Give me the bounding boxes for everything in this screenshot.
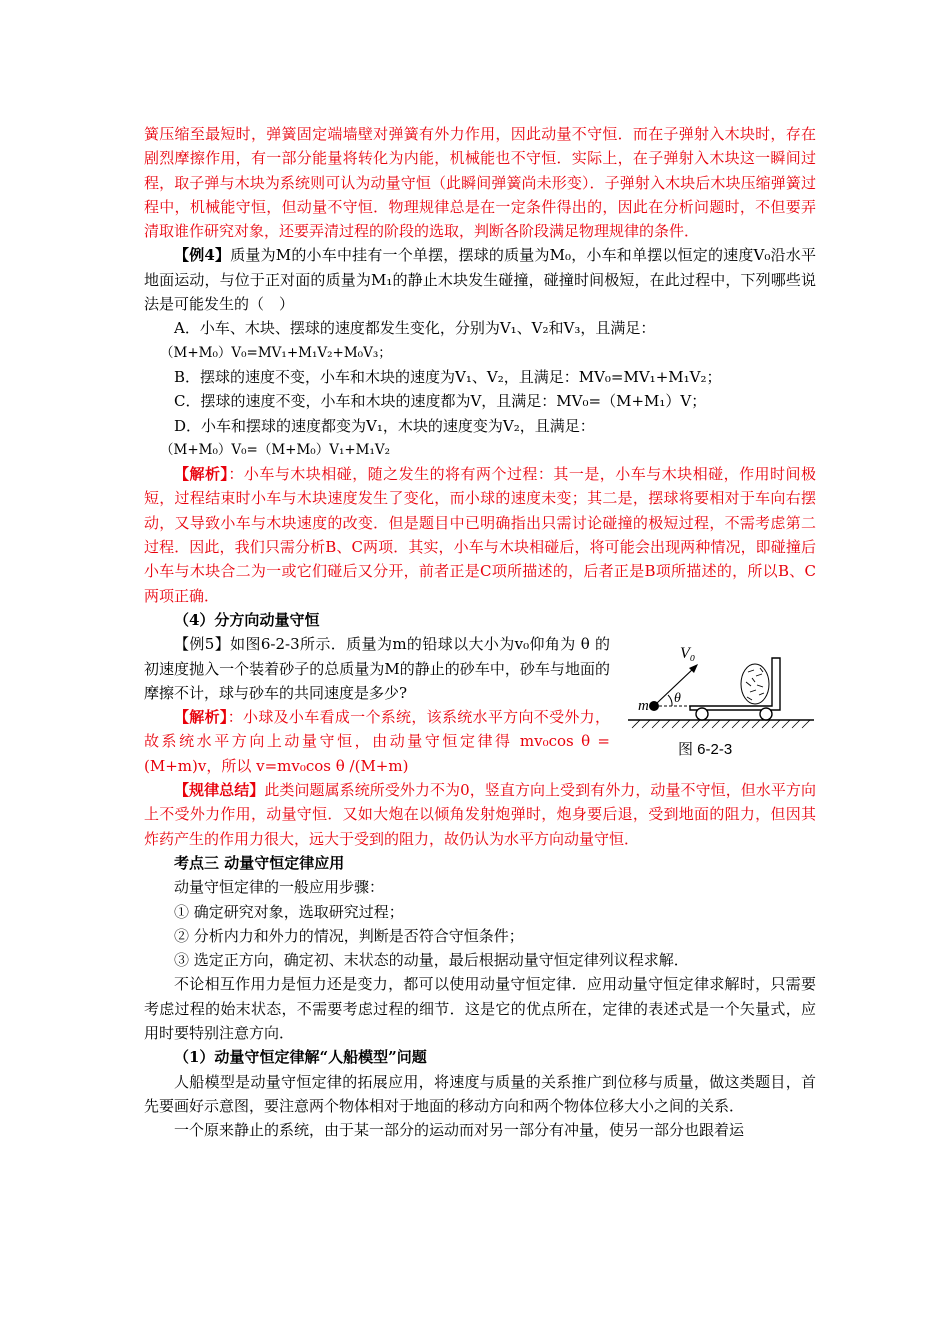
document-page	[144, 122, 816, 1142]
example-5-solution	[144, 705, 610, 778]
paragraph-last: 一个原来静止的系统，由于某一部分的运动而对另一部分有冲量，使另一部分也跟着运	[174, 1121, 745, 1140]
step-1: ① 确定研究对象，选取研究过程；	[174, 902, 404, 921]
example-5-solution-text: ：小球及小车看成一个系统，该系统水平方向不受外力，故系统水平方向上动量守恒，由动量守恒定律得 mv₀cos θ =(M+m)v，所以 v=mv₀cos θ /(M+m)	[144, 708, 610, 775]
example-5-question	[144, 632, 610, 705]
paragraph-boat-model: 人船模型是动量守恒定律的拓展应用，将速度与质量的关系推广到位移与质量，做这类题目，首先要画好示意图，要注意两个物体相对于地面的移动方向和两个物体位移大小之间的关系．	[144, 1072, 816, 1115]
paragraph-note: 不论相互作用力是恒力还是变力，都可以使用动量守恒定律．应用动量守恒定律求解时，只需要考虑过程的始末状态，不需要考虑过程的细节．这是它的优点所在，定律的表述式是一个矢量式，应用时要特别注意方向．	[144, 975, 816, 1042]
example-5-block	[144, 632, 816, 778]
example-4-solution-tag: 【解析】	[174, 465, 229, 484]
example-4-tag: 【例4】	[174, 246, 231, 265]
paragraph-momentum-analysis: 簧压缩至最短时，弹簧固定端墙壁对弹簧有外力作用，因此动量不守恒．而在子弹射入木块时，存在剧烈摩擦作用，有一部分能量将转化为内能，机械能也不守恒．实际上，在子弹射入木块这一瞬间过程，取子弹与木块为系统则可认为动量守恒（此瞬间弹簧尚未形变）．子弹射入木块后木块压缩弹簧过程中，机械能守恒，但动量不守恒．物理规律总是在一定条件得出的，因此在分析问题时，不但要弄清取谁作研究对象，还要弄清过程的阶段的选取，判断各阶段满足物理规律的条件．	[144, 125, 816, 241]
example-5-tag: 【例5】	[174, 635, 231, 654]
rule-summary-text: 此类问题属系统所受外力不为0，竖直方向上受到有外力，动量不守恒，但水平方向上不受外力作用，动量守恒．又如大炮在以倾角发射炮弹时，炮身要后退，受到地面的阻力，但因其炸药产生的作用力很大，远大于受到的阻力，故仍认为水平方向动量守恒．	[144, 781, 816, 848]
option-c: C．摆球的速度不变，小车和木块的速度都为V，且满足：MV₀=（M+M₁）V；	[174, 392, 707, 411]
example-4-solution-text: ：小车与木块相碰，随之发生的将有两个过程：其一是，小车与木块相碰，作用时间极短，过程结束时小车与木块速度发生了变化，而小球的速度未变；其二是，摆球将要相对于车向右摆动，又导致小车与木块速度的改变．但是题目中已明确指出只需讨论碰撞的极短过程，不需考虑第二过程．因此，我们只需分析B、C两项．其实，小车与木块相碰后，将可能会出现两种情况，即碰撞后小车与木块合二为一或它们碰后又分开，前者正是C项所描述的，后者正是B项所描述的，所以B、C两项正确．	[144, 465, 816, 605]
label-m: m	[638, 698, 649, 715]
example-4-text: 质量为M的小车中挂有一个单摆，摆球的质量为M₀，小车和单摆以恒定的速度V₀沿水平地面运动，与位于正对面的质量为M₁的静止木块发生碰撞，碰撞时间极短，在此过程中，下列哪些说法是可能发生的（ ）	[144, 246, 816, 314]
option-d-equation: （M+M₀）V₀=（M+M₀）V₁+M₁V₂	[160, 441, 391, 458]
label-v0: V₀	[680, 645, 696, 663]
steps-intro: 动量守恒定律的一般应用步骤：	[174, 878, 385, 897]
example-5-solution-tag: 【解析】	[174, 708, 228, 727]
rule-summary-tag: 【规律总结】	[174, 781, 265, 800]
subsection-1-title: （1）动量守恒定律解“人船模型”问题	[174, 1048, 427, 1067]
label-theta: θ	[674, 691, 681, 707]
step-2: ② 分析内力和外力的情况，判断是否符合守恒条件；	[174, 926, 524, 945]
rule-summary	[144, 778, 816, 851]
figure-caption: 图 6-2-3	[678, 741, 733, 759]
cart-wheel-right	[760, 708, 772, 720]
option-b: B．摆球的速度不变，小车和木块的速度为V₁、V₂，且满足：MV₀=MV₁+M₁V₂；	[174, 367, 722, 386]
example-4-question	[144, 243, 816, 316]
option-d: D．小车和摆球的速度都变为V₁，木块的速度变为V₂，且满足：	[174, 416, 595, 435]
ground-hatch	[632, 720, 810, 728]
step-3: ③ 选定正方向，确定初、末状态的动量，最后根据动量守恒定律列议程求解．	[174, 951, 689, 970]
option-a: A．小车、木块、摆球的速度都发生变化，分别为V₁、V₂和V₃，且满足：	[174, 319, 656, 338]
example-4-solution	[144, 462, 816, 608]
option-a-equation: （M+M₀）V₀=MV₁+M₁V₂+M₀V₃；	[160, 344, 392, 361]
section-4-title: （4）分方向动量守恒	[174, 610, 320, 629]
point-3-title: 考点三 动量守恒定律应用	[174, 853, 345, 872]
sand-pile	[741, 664, 769, 704]
sand-cart-diagram	[626, 634, 816, 734]
cart-wheel-left	[696, 708, 708, 720]
angle-arc	[668, 695, 672, 706]
example-5-text: 如图6-2-3所示．质量为m的铅球以大小为v₀仰角为 θ 的初速度抛入一个装着砂子的总质量为M的静止的砂车中，砂车与地面的摩擦不计，球与砂车的共同速度是多少?	[144, 635, 610, 702]
